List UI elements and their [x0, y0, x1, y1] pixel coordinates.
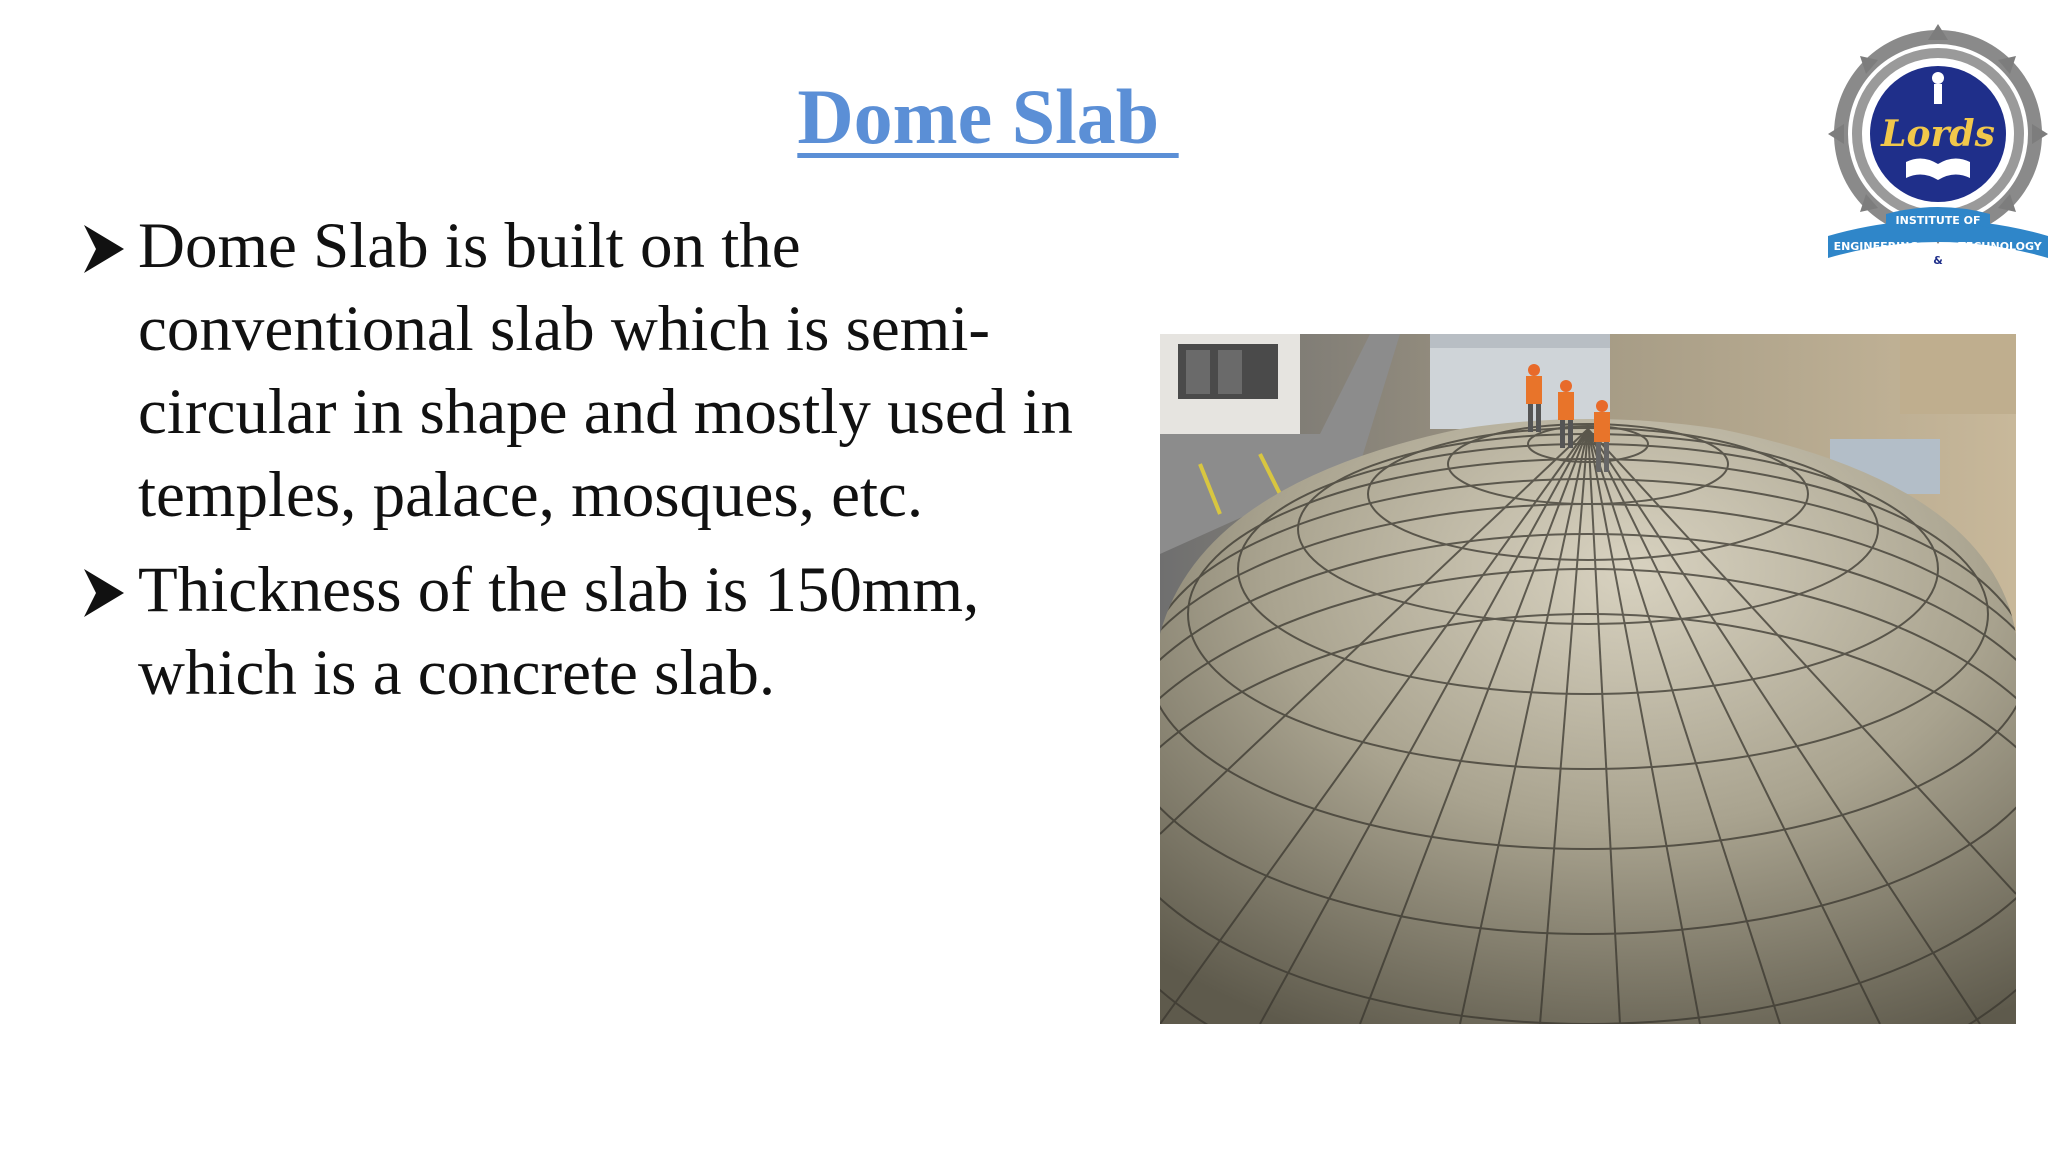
logo-ribbon-right: TECHNOLOGY [1958, 240, 2042, 253]
bullet-text: Thickness of the slab is 150mm, which is a concrete slab. [138, 554, 980, 709]
dome-construction-photo [1160, 334, 2016, 1024]
bullet-text: Dome Slab is built on the conventional slab which is semi-circular in shape and mostly used in temples, palace, mosques, etc. [138, 210, 1074, 531]
arrowhead-bullet-icon [82, 567, 126, 619]
bullet-item-thickness [80, 549, 1140, 715]
logo-ribbon-left: ENGINEERING [1833, 240, 1919, 253]
bullet-item-dome-slab [80, 205, 1140, 537]
logo-ribbon-top: INSTITUTE OF [1895, 214, 1981, 227]
institute-logo [1826, 14, 2048, 272]
bullet-list [80, 205, 1140, 727]
slide-title: Dome Slab [797, 73, 1179, 160]
logo-script-text: Lords [1881, 113, 1995, 155]
logo-ribbon-ampersand: & [1933, 254, 1943, 267]
arrowhead-bullet-icon [82, 223, 126, 275]
